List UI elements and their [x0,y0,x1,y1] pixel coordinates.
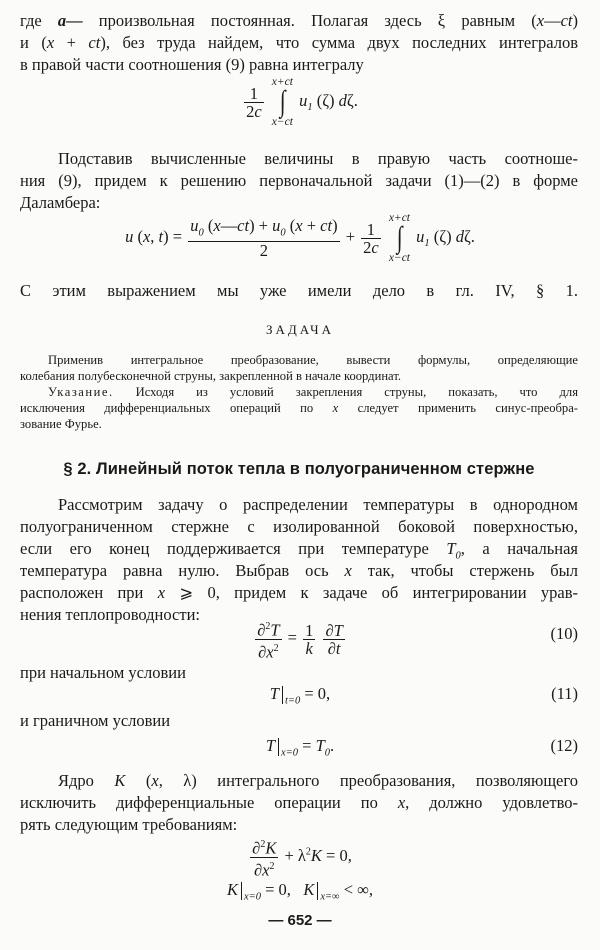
equation-10: $\frac{\partial^2T}{\partial x^2}$ = $\frac{1}{k}$ $\frac{\partial T}{\partial t}$ [0,618,600,660]
text-line: полуограниченном стержне с изолированной боковой поверхностью, [20,517,578,536]
text-line: нения теплопроводности: [20,605,200,624]
page-number: — 652 — [268,912,332,929]
equation-number: (12) [550,736,578,755]
equation-kernel-ode: $\frac{\partial^2K}{\partial x^2}$ + $\lambda^2K = 0$, [0,836,600,878]
equation-integral: $\frac{1}{2c}$ x+ct ∫ x−ct $u_1$ (ζ) dζ. [246,76,358,128]
text-line: Ядро K (x, λ) интегрального преобразования, позволяющего [58,771,578,790]
text-line: при начальном условии [20,663,186,682]
problem-title: ЗАДАЧА [265,322,335,337]
problem-hint: Указание. Исходя из условий закрепления струны, показать, что для [48,385,578,399]
text-line: исключить дифференциальные операции по x, должно удовлетво- [20,793,578,812]
text-line: и граничном условии [20,711,171,730]
text-line: где a— произвольная постоянная. Полагая здесь ξ равным (x—ct) [20,11,578,30]
text-line: если его конец поддерживается при температуре $T_0$, а начальная [20,539,578,562]
text-line: С этим выражением мы уже имели дело в гл. IV, § 1. [20,281,578,300]
equation-dalembert: u (x, t) = $\frac{u_0 (x—ct) + u_0 (x + ct)}{2}$ + $\frac{1}{2c}$ x+ct ∫ x−ct $u_1$ (ζ) dζ. [125,212,475,264]
equation-12: T $_{x=0} = T_0$. [265,736,335,759]
equation-number: (10) [550,624,578,643]
text-line: Подставив вычисленные величины в правую часть соотноше- [58,149,578,168]
equation-number: (11) [551,684,578,703]
text-line: рять следующим требованиям: [20,815,238,834]
problem-line: колебания полубесконечной струны, закрепленной в начале координат. [20,369,402,383]
text-line: Даламбера: [20,193,101,212]
text-line: температура равна нулю. Выбрав ось x так, чтобы стержень был [20,561,578,580]
text-line: расположен при x ⩾ 0, придем к задаче об интегрировании урав- [20,583,578,602]
text-line: и (x + ct), без труда найдем, что сумма двух последних интегралов [20,33,578,52]
equation-11: T $_{t=0}$ = 0, [269,684,331,707]
section-heading: § 2. Линейный поток тепла в полуограниченном стержне [63,460,535,478]
text-line: Рассмотрим задачу о распределении температуры в однородном [58,495,578,514]
equation-kernel-bc: K $_{x=0}$ = 0, K $_{x=\infty}$ < ∞, [226,880,374,903]
problem-line: исключения дифференциальных операций по x следует применить синус-преобра- [20,401,578,415]
problem-line: зование Фурье. [20,417,102,431]
text-line: ния (9), придем к решению первоначальной задачи (1)—(2) в форме [20,171,578,190]
problem-line: Применив интегральное преобразование, вывести формулы, определяющие [48,353,578,367]
hint-label: Указание. [48,385,114,399]
text-line: в правой части соотношения (9) равна интегралу [20,55,364,74]
